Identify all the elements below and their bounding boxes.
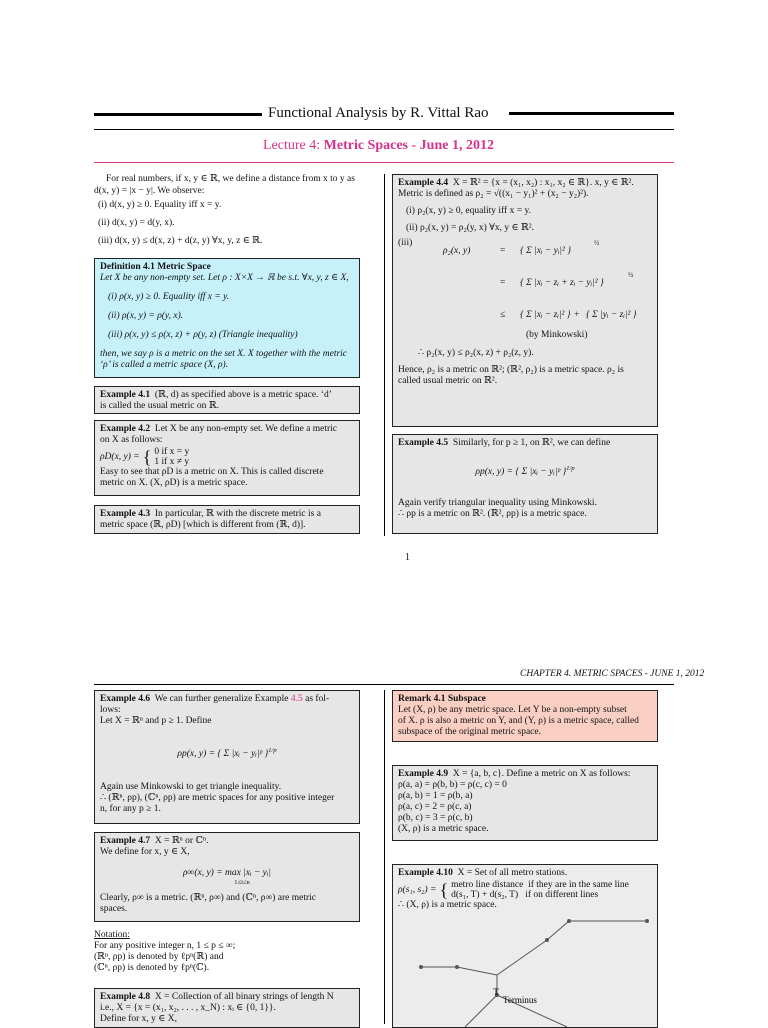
example-4-7-text-3: Clearly, ρ∞ is a metric. (ℝⁿ, ρ∞) and (ℂⁿ, ρ∞) are metric	[100, 893, 316, 903]
metro-line-horizontal	[421, 967, 497, 975]
example-4-7-text-2: We define for x, y ∈ X,	[100, 847, 190, 857]
pn-metric-formula	[100, 745, 354, 760]
example-4-6-text-1a: We can further generalize Example	[154, 694, 289, 704]
example-4-1-text-1: (ℝ, d) as specified above is a metric space. ‘d’	[154, 390, 332, 400]
example-4-9	[392, 765, 658, 841]
example-4-6-text-2: lows:	[100, 705, 121, 715]
example-4-4-text-1: X = ℝ² = {x = (x₁, x₂) : x₁, x₂ ∈ ℝ}. x, y ∈ ℝ².	[452, 178, 634, 188]
station-node	[545, 938, 549, 942]
definition-item-2: (ii) ρ(x, y) = ρ(y, x).	[108, 311, 184, 321]
derivation-lhs: ρ₂(x, y)	[443, 246, 471, 256]
example-4-8-label: Example 4.8	[100, 992, 151, 1002]
remark-4-1-text-2: of X. ρ is also a metric on Y, and (Y, ρ) is a metric space, called	[398, 716, 639, 726]
example-4-9-line-3: ρ(a, c) = 2 = ρ(c, a)	[398, 802, 472, 812]
example-4-3-label: Example 4.3	[100, 509, 151, 519]
definition-line-1: Let X be any non-empty set. Let ρ : X×X → ℝ be s.t. ∀x, y, z ∈ X,	[100, 273, 349, 283]
example-4-10-text-2: ∴ (X, ρ) is a metric space.	[398, 900, 497, 910]
discrete-case-2: 1 if x ≠ y	[154, 457, 190, 467]
example-4-3-text-2: metric space (ℝ, ρD) [which is different from (ℝ, d)].	[100, 520, 306, 530]
station-node	[419, 965, 423, 969]
exp-half-1: ½	[594, 239, 600, 247]
example-4-3-text-1: In particular, ℝ with the discrete metric is a	[154, 509, 321, 519]
station-node	[645, 919, 649, 923]
example-4-4	[392, 174, 658, 427]
example-4-5-text-2: Again verify triangular inequality using Minkowski.	[398, 498, 597, 509]
example-4-2-text-2: on X as follows:	[100, 435, 163, 445]
definition-item-1: (i) ρ(x, y) ≥ 0. Equality iff x = y.	[108, 292, 230, 302]
metro-case-2a: d(s₁, T) + d(s₂, T)	[451, 890, 519, 900]
terminus-letter: T	[493, 987, 499, 997]
station-node	[567, 919, 571, 923]
exp-half-2: ½	[628, 271, 634, 279]
definition-4-1	[94, 258, 360, 378]
example-4-7-text-4: spaces.	[100, 904, 128, 914]
example-4-4-item-3: (iii)	[398, 238, 413, 248]
header-thin-rule	[94, 129, 674, 130]
p-metric-body: { Σ |xᵢ − yᵢ|ᵖ }	[515, 467, 567, 478]
lecture-rule	[94, 162, 674, 163]
derivation-step-3b: { Σ |yᵢ − zᵢ|² }	[586, 310, 637, 320]
example-4-9-line-1: ρ(a, a) = ρ(b, b) = ρ(c, c) = 0	[398, 780, 507, 790]
terminus-text: Terminus	[503, 995, 537, 1005]
definition-end-1: then, we say ρ is a metric on the set X. X together with the metric	[100, 349, 348, 359]
triangle-derivation	[398, 238, 652, 348]
example-4-9-text-1: X = {a, b, c}. Define a metric on X as follows:	[452, 769, 631, 779]
example-4-8-text-1: X = Collection of all binary strings of length N	[154, 992, 334, 1002]
example-4-5-label: Example 4.5	[398, 438, 449, 448]
example-4-1-label: Example 4.1	[100, 390, 151, 400]
metro-line-ascending	[497, 921, 647, 975]
example-4-1-text-2: is called the usual metric on ℝ.	[100, 401, 219, 411]
example-4-6-text-6: n, for any p ≥ 1.	[100, 804, 161, 815]
derivation-step-1: { Σ |xᵢ − yᵢ|² }	[520, 246, 572, 256]
notation-line-1: For any positive integer n, 1 ≤ p ≤ ∞;	[94, 941, 236, 951]
example-4-4-item-2: (ii) ρ₂(x, y) = ρ₂(y, x) ∀x, y ∈ ℝ².	[406, 223, 534, 233]
notation-block	[94, 930, 360, 974]
example-4-6	[94, 690, 360, 824]
example-4-4-hence-2: called usual metric on ℝ².	[398, 376, 498, 386]
header-title: Functional Analysis by R. Vittal Rao	[268, 105, 489, 121]
example-4-9-label: Example 4.9	[398, 769, 449, 779]
example-4-9-line-5: (X, ρ) is a metric space.	[398, 824, 489, 834]
pn-metric-body: { Σ |xᵢ − yᵢ|ᵖ }	[217, 749, 269, 760]
notation-line-3: (ℂⁿ, ρp) is denoted by ℓpⁿ(ℂ).	[94, 963, 210, 973]
notation-title: Notation:	[94, 930, 130, 940]
header-left-rule	[94, 113, 262, 116]
metro-case-2b: if on different lines	[525, 890, 599, 900]
intro-item-1: (i) d(x, y) ≥ 0. Equality iff x = y.	[98, 200, 222, 210]
example-4-5	[392, 434, 658, 534]
p-metric-exponent: 1/p	[566, 465, 575, 472]
remark-4-1-text-1: Let (X, ρ) be any metric space. Let Y be a non-empty subset	[398, 705, 627, 715]
metro-network-diagram	[397, 915, 653, 1027]
example-4-6-text-4: Again use Minkowski to get triangle inequality.	[100, 782, 282, 793]
intro-text	[94, 173, 378, 247]
brace-glyph: {	[142, 447, 152, 467]
page-number: 1	[405, 552, 410, 563]
example-4-4-hence-1: Hence, ρ₂ is a metric on ℝ²; (ℝ², ρ₂) is a metric space. ρ₂ is	[398, 365, 624, 375]
discrete-metric-lhs: ρD(x, y) =	[100, 451, 140, 462]
example-4-2-text-3: Easy to see that ρD is a metric on X. This is called discrete	[100, 467, 324, 477]
discrete-case-1: 0 if x = y	[154, 447, 190, 457]
example-4-8-text-3: Define for x, y ∈ X,	[100, 1014, 177, 1024]
example-4-6-text-1b: as fol-	[305, 694, 330, 704]
example-4-9-line-2: ρ(a, b) = 1 = ρ(b, a)	[398, 791, 473, 801]
example-4-3	[94, 505, 360, 534]
definition-title: Definition 4.1 Metric Space	[100, 262, 211, 272]
example-4-5-text-1: Similarly, for p ≥ 1, on ℝ², we can define	[452, 438, 611, 448]
remark-4-1	[392, 690, 658, 742]
remark-4-1-label: Remark 4.1 Subspace	[398, 694, 486, 704]
pn-metric-exponent: 1/p	[268, 747, 277, 754]
column-divider-1	[384, 174, 385, 536]
example-4-6-text-3: Let X = ℝⁿ and p ≥ 1. Define	[100, 716, 212, 726]
example-4-1	[94, 386, 360, 414]
example-4-10-label: Example 4.10	[398, 868, 453, 878]
metro-case-1b: if they are in the same line	[528, 880, 629, 890]
example-4-4-item-1: (i) ρ₂(x, y) ≥ 0, equality iff x = y.	[406, 206, 531, 216]
example-4-10-text-1: X = Set of all metro stations.	[457, 868, 568, 878]
example-4-8	[94, 988, 360, 1028]
notation-line-2: (ℝⁿ, ρp) is denoted by ℓpⁿ(ℝ) and	[94, 952, 224, 962]
leq-sign: ≤	[500, 310, 506, 320]
lecture-title	[263, 137, 494, 154]
station-node	[455, 965, 459, 969]
eq-sign-1: =	[500, 246, 506, 256]
intro-item-3: (iii) d(x, y) ≤ d(x, z) + d(z, y) ∀x, y, z ∈ ℝ.	[98, 236, 263, 246]
intro-line-1: For real numbers, if x, y ∈ ℝ, we define a distance from x to y as	[106, 174, 355, 184]
metro-metric-lhs: ρ(s₁, s₂) =	[398, 884, 437, 895]
derivation-step-3a: { Σ |xᵢ − zᵢ|² }	[520, 310, 571, 320]
example-4-2	[94, 420, 360, 496]
example-4-5-reference-link[interactable]: 4.5	[290, 694, 303, 704]
remark-4-1-text-3: subspace of the original metric space.	[398, 727, 541, 737]
minkowski-note: (by Minkowski)	[526, 330, 588, 340]
running-head: CHAPTER 4. METRIC SPACES - JUNE 1, 2012	[520, 669, 705, 679]
pn-metric-lhs: ρp(x, y) =	[177, 749, 216, 760]
p-metric-formula	[398, 463, 652, 478]
definition-item-3: (iii) ρ(x, y) ≤ ρ(x, z) + ρ(y, z) (Triangle inequality)	[108, 330, 298, 340]
example-4-2-label: Example 4.2	[100, 424, 151, 434]
sup-metric-formula	[100, 868, 354, 879]
sup-metric-eq: ρ∞(x, y) = max |xᵢ − yᵢ|	[182, 868, 272, 878]
header-right-rule	[509, 112, 674, 115]
running-head-rule	[94, 684, 674, 685]
example-4-4-label: Example 4.4	[398, 178, 449, 188]
example-4-2-text-4: metric on X. (X, ρD) is a metric space.	[100, 478, 248, 488]
definition-end-2: ‘ρ’ is called a metric space (X, ρ).	[100, 360, 229, 370]
intro-item-2: (ii) d(x, y) = d(y, x).	[98, 218, 175, 228]
intro-line-2: d(x, y) = |x − y|. We observe:	[94, 186, 205, 196]
example-4-2-text-1: Let X be any non-empty set. We define a metric	[154, 424, 338, 434]
sup-metric-subscript: 1≤i≤n	[234, 879, 250, 886]
metro-case-1a: metro line distance	[451, 880, 524, 890]
example-4-10	[392, 864, 658, 1028]
example-4-5-text-3: ∴ ρp is a metric on ℝ². (ℝ², ρp) is a metric space.	[398, 509, 587, 520]
example-4-9-line-4: ρ(b, c) = 3 = ρ(c, b)	[398, 813, 473, 823]
lecture-name: Metric Spaces - June 1, 2012	[323, 138, 494, 153]
example-4-6-label: Example 4.6	[100, 694, 151, 704]
brace-glyph: {	[439, 880, 449, 900]
example-4-8-text-2: i.e., X = {x = (x₁, x₂, . . . , x_N) : xᵢ ∈ {0, 1}}.	[100, 1003, 276, 1013]
column-divider-2	[384, 690, 385, 1024]
example-4-6-text-5: ∴ (ℝⁿ, ρp), (ℂⁿ, ρp) are metric spaces for any positive integer	[100, 793, 335, 804]
example-4-4-conclusion: ∴ ρ₂(x, y) ≤ ρ₂(x, z) + ρ₂(z, y).	[418, 348, 534, 358]
metro-metric-formula	[398, 880, 652, 900]
derivation-step-2: { Σ |xᵢ − zᵢ + zᵢ − yᵢ|² }	[520, 278, 604, 288]
discrete-metric-formula	[100, 447, 354, 467]
lecture-prefix: Lecture 4:	[263, 138, 321, 153]
eq-sign-2: =	[500, 278, 506, 288]
example-4-7	[94, 832, 360, 922]
p-metric-lhs: ρp(x, y) =	[475, 467, 514, 478]
example-4-7-text-1: X = ℝⁿ or ℂⁿ.	[154, 836, 209, 846]
example-4-7-label: Example 4.7	[100, 836, 151, 846]
plus-sign: +	[574, 310, 580, 320]
example-4-4-text-2: Metric is defined as ρ₂ = √((x₁ − y₁)² + (x₂ − y₂)²).	[398, 189, 589, 199]
